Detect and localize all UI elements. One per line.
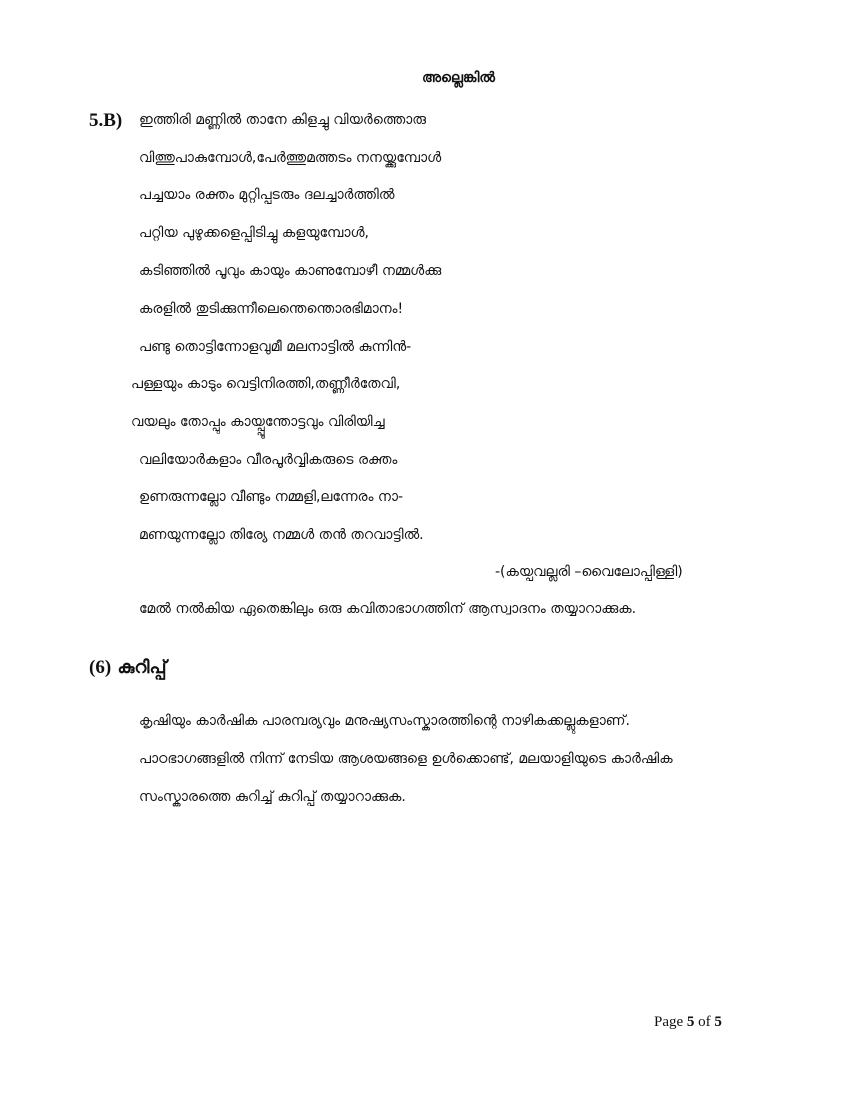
poem-line: വിത്തുപാകുമ്പോൾ,പേർത്തുമത്തടം നനയ്ക്കുമ്പോൾ	[139, 150, 442, 166]
poem-line: കരളിൽ തുടിക്കുന്നീലെന്തെന്തൊരഭിമാനം!	[139, 301, 404, 317]
section-6-heading	[89, 657, 166, 679]
section-6-number: (6)	[89, 657, 112, 678]
page-total: 5	[714, 1014, 722, 1030]
question-number-5b: 5.B)	[89, 110, 123, 131]
section-6-title: കുറിപ്പ്	[117, 657, 167, 678]
poem-line: പള്ളയും കാടും വെട്ടിനിരത്തി,തണ്ണീർതേവി,	[131, 376, 401, 392]
question-instruction: മേൽ നൽകിയ ഏതെങ്കിലും ഒരു കവിതാഭാഗത്തിന് ആസ്വാദനം തയ്യാറാക്കുക.	[139, 601, 637, 617]
or-heading: അല്ലെങ്കിൽ	[422, 70, 496, 86]
poem-line: വയലും തോപ്പും കായ്പ്പൂന്തോട്ടവും വിരിയിച്ച	[131, 414, 385, 430]
poem-line: പച്ചയാം രക്തം മുറ്റിപ്പടരും ദലച്ചാർത്തിൽ	[139, 187, 395, 203]
page-current: 5	[686, 1014, 695, 1030]
page-of: of	[698, 1014, 711, 1030]
paragraph-line: കൃഷിയും കാർഷിക പാരമ്പര്യവും മനുഷ്യസംസ്കാരത്തിന്റെ നാഴികക്കല്ലുകളാണ്.	[139, 713, 630, 729]
poem-line: കടിഞ്ഞിൽ പൂവും കായും കാണുമ്പോഴീ നമ്മൾക്കു	[139, 263, 442, 279]
poem-line: പറ്റിയ പുഴുക്കളെപ്പിടിച്ചു കളയുമ്പോൾ,	[139, 225, 369, 241]
page-label: Page	[654, 1014, 684, 1030]
poem-attribution: -(കയ്പവല്ലരി –വൈലോപ്പിള്ളി)	[495, 564, 683, 580]
poem-line: മണയുന്നല്ലോ തിര്യേ നമ്മൾ തൻ തറവാട്ടിൽ.	[139, 527, 424, 543]
poem-line: വലിയോർകളാം വീരപൂർവ്വികരുടെ രക്തം	[139, 452, 398, 468]
poem-line: ഇത്തിരി മണ്ണിൽ താനേ കിളച്ചു വിയർത്തൊരു	[139, 112, 427, 128]
poem-line: ഉണരുന്നല്ലോ വീണ്ടും നമ്മളി,ലന്നേരം നാ-	[139, 489, 404, 505]
page-number	[654, 1014, 722, 1031]
paragraph-line: പാഠഭാഗങ്ങളിൽ നിന്ന് നേടിയ ആശയങ്ങളെ ഉൾക്കൊണ്ട്, മലയാളിയുടെ കാർഷിക	[139, 751, 673, 767]
paragraph-line: സംസ്കാരത്തെ കുറിച്ച് കുറിപ്പ് തയ്യാറാക്കുക.	[139, 789, 406, 805]
poem-line: പണ്ടു തൊട്ടിന്നോളവുമീ മലനാട്ടിൽ കുന്നിൻ-	[139, 339, 412, 355]
